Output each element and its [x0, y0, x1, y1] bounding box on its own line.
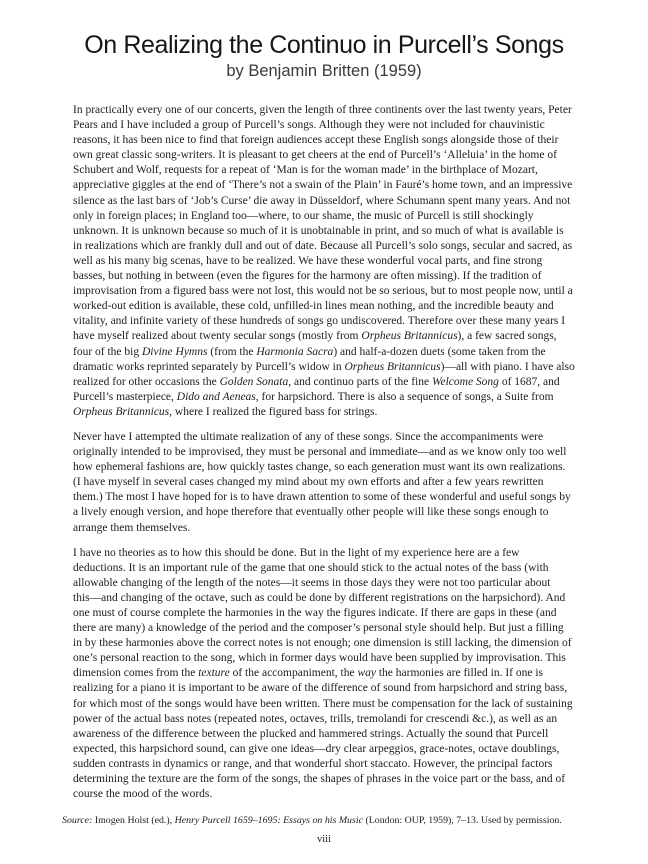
- text-line: Orpheus Britannicus, where I realized the figured bass for strings.: [73, 405, 378, 418]
- text-line: a lively enough version, and hope therefore that eventually other people will like these songs enough to: [73, 506, 549, 519]
- text-line: one’s personal reaction to the song, which in former days would have been supplied by improvisation. This: [73, 652, 566, 665]
- page-number: viii: [316, 834, 331, 845]
- text-line: Purcell’s masterpiece, Dido and Aeneas, for harpsichord. There is also a sequence of songs, a Suite from: [73, 390, 554, 403]
- text-line: (I have myself in several cases changed my mind about my own efforts and after a few years rewritten: [73, 476, 544, 489]
- text-line: only in foreign places; in England too—where, to our shame, the music of Purcell is still shockingly: [73, 209, 534, 222]
- text-line: them.) The most I have hoped for is to have drawn attention to some of these wonderful and useful songs by: [73, 491, 571, 504]
- text-line: I have no theories as to how this should be done. But in the light of my experience here are a few: [73, 546, 520, 559]
- text-line: one must of course complete the harmonies in the way the figures indicate. If there are gaps in these (and: [73, 607, 557, 619]
- text-line: own great classic song-writers. It is pleasant to get cheers at the end of Purcell’s ‘Alleluia’ in the home of: [73, 149, 557, 162]
- text-line: there are many) a knowledge of the period and the composer’s personal style should help. But just a filling: [73, 622, 564, 635]
- text-line: four of the big Divine Hymns (from the Harmonia Sacra) and half-a-dozen duets (some taken from the: [73, 345, 546, 358]
- text-line: power of the actual bass notes (repeated notes, octaves, trills, tremolandi for crescendi &c.), as well as an: [73, 712, 558, 725]
- text-line: reasons, it has been nice to find that foreign audiences accept these English songs alongside those of their: [73, 134, 559, 147]
- text-line: basses, but nothing in between (even the figures for the harmony are often missing). If the tradition of: [73, 270, 542, 283]
- text-line: arrange them themselves.: [73, 521, 191, 534]
- text-line: unknown. It is unknown because so much of it is unobtainable in print, and so much of what is available is: [73, 224, 564, 237]
- text-line: improvisation from a figured bass were not lost, this would not be so serious, but to most people now, until a: [73, 285, 573, 298]
- text-line: have myself realized about twenty secular songs (mostly from Orpheus Britannicus), a few sacred songs,: [73, 330, 557, 343]
- text-line: course the mood of the words.: [73, 788, 213, 801]
- text-line: how ephemeral fashions are, how quickly tastes change, so each generation must want its own realizations.: [73, 461, 566, 474]
- source-citation: Source: Imogen Holst (ed.), Henry Purcell 1659–1695: Essays on his Music (London: OUP, 1959), 7–13. Used by permission.: [62, 815, 562, 826]
- byline: by Benjamin Britten (1959): [226, 62, 422, 80]
- text-line: allowable changing of the length of the notes—it seems in those days they were not too particular about: [73, 576, 551, 589]
- text-line: dramatic works reprinted separately by Purcell’s widow in Orpheus Britannicus)—all with piano. I have also: [73, 360, 575, 373]
- text-line: dimension comes from the texture of the accompaniment, the way the harmonies are filled in. If one is: [73, 667, 543, 680]
- text-line: realized for other occasions the Golden Sonata, and continuo parts of the fine Welcome Song of 1687, and: [73, 375, 560, 388]
- text-line: deductions. It is an important rule of the game that one should stick to the actual notes of the bass (with: [73, 561, 549, 574]
- text-line: silence as the last bars of ‘Job’s Curse’ die away in Düsseldorf, where Schumann spent many years. And not: [73, 194, 571, 207]
- text-line: determining the texture are the form of the songs, the shapes of phrases in the voice part or the bass, and of: [73, 773, 566, 786]
- paragraph: [73, 103, 583, 420]
- text-line: appreciative giggles at the end of ‘There’s not a swain of the Plain’ in Fauré’s home town, and an impressive: [73, 179, 573, 192]
- text-line: In practically every one of our concerts, given the length of three continents over the last twenty years, Peter: [73, 104, 572, 116]
- text-line: expected, this harpsichord sound, can give one ideas—dry clear arpeggios, grace-notes, octave doublings,: [73, 742, 560, 755]
- text-line: sudden contrasts in dynamics or range, and that wonderful short staccato. However, the principal factors: [73, 757, 553, 770]
- text-line: Schubert and Wolf, requests for a repeat of ‘Man is for the woman made’ in the birthplace of Mozart,: [73, 164, 538, 177]
- essay-body: [73, 103, 583, 812]
- text-line: realizing for a piano it is important to be aware of the difference of sound from harpsichord and string bass,: [73, 682, 568, 695]
- paragraph: [73, 546, 583, 803]
- text-line: well as his many big scenas, have to be realized. We have these wonderful vocal parts, and fine strong: [73, 254, 543, 267]
- text-line: originally intended to be improvised, they must be personal and immediate—and as we know only too well: [73, 446, 567, 459]
- text-line: in realizations which are frankly dull and out of date. Because all Purcell’s solo songs, secular and sacred, as: [73, 239, 573, 252]
- text-line: this—and changing of the octave, such as could be done by different registrations on the harpsichord). And: [73, 591, 566, 604]
- text-line: vitality, and infinite variety of these hundreds of songs go undiscovered. Therefore over these many years I: [73, 315, 566, 328]
- paragraph: [73, 430, 583, 536]
- text-line: in by these harmonies above the correct notes is not enough; one dimension is still lacking, the dimension of: [73, 637, 572, 650]
- page-title: On Realizing the Continuo in Purcell’s Songs: [84, 31, 564, 59]
- text-line: Pears and I have included a group of Purcell’s songs. Although they were not included for chauvinistic: [73, 119, 545, 132]
- text-line: worked-out edition is available, these cold, unfilled-in lines mean nothing, and the incredible beauty and: [73, 300, 554, 313]
- text-line: Never have I attempted the ultimate realization of any of these songs. Since the accompaniments were: [73, 430, 544, 443]
- text-line: for which most of the songs would have been written. There must be compensation for the lack of sustaining: [73, 697, 573, 710]
- text-line: awareness of the difference between the plucked and hammered strings. Actually the sound that Purcell: [73, 727, 549, 740]
